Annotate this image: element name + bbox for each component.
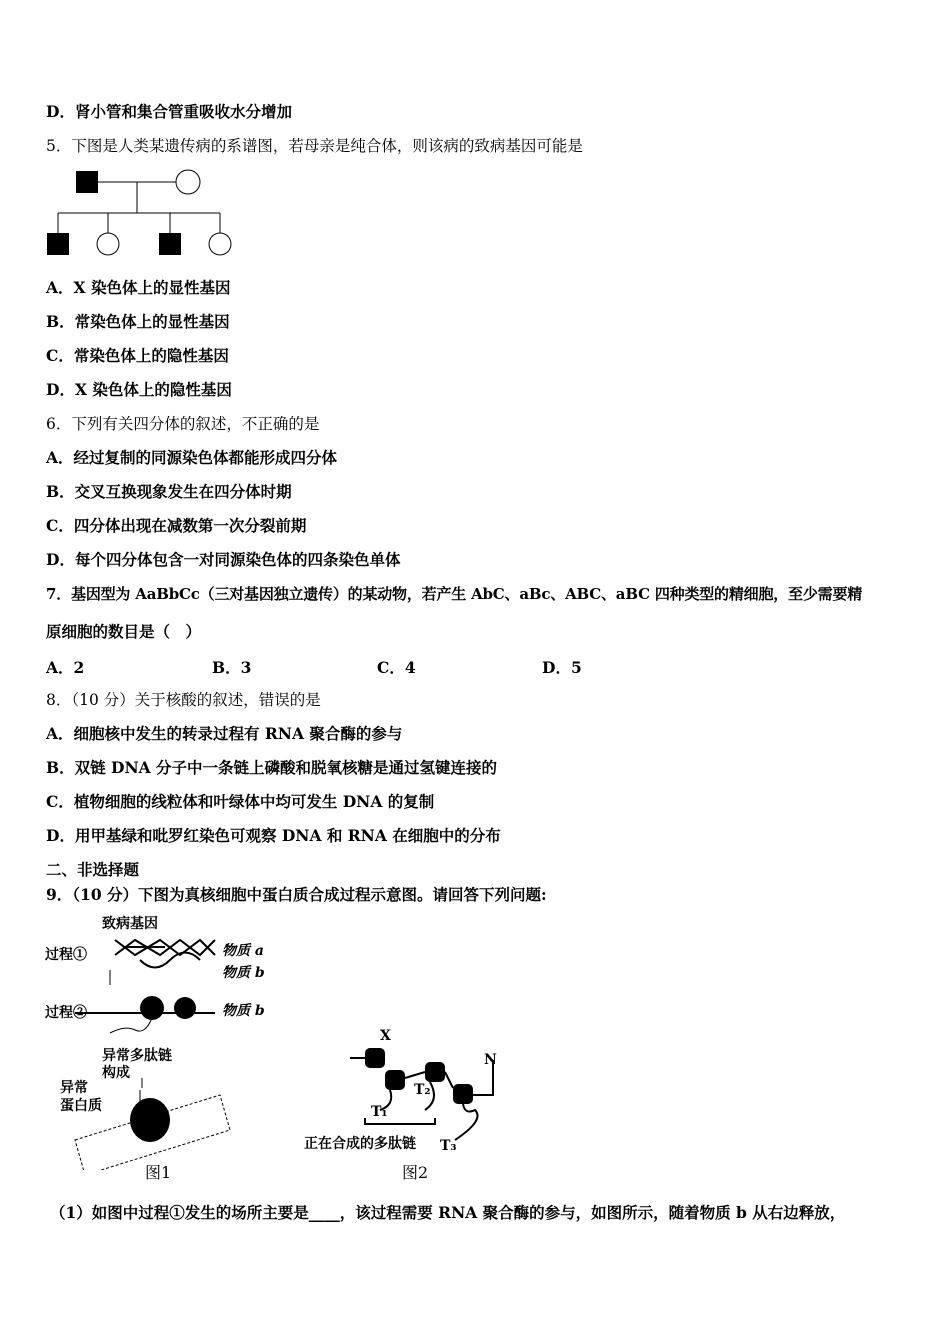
q8-option-a: A．细胞核中发生的转录过程有 RNA 聚合酶的参与 [46,724,403,743]
q6-option-c: C．四分体出现在减数第一次分裂前期 [46,516,307,535]
q7-option-c: C．4 [377,658,416,677]
fig1-sub-b-label: 物质 b [222,965,265,981]
fig1-chain-label: 异常多肽链 [102,1048,172,1064]
fig2-t2-label: T₂ [414,1082,431,1098]
section-heading: 二、非选择题 [46,860,140,879]
q8-option-d: D．用甲基绿和吡罗红染色可观察 DNA 和 RNA 在细胞中的分布 [46,826,501,845]
fig1-process1-label: 过程① [45,947,87,963]
q8-option-c: C．植物细胞的线粒体和叶绿体中均可发生 DNA 的复制 [46,792,435,811]
fig2-x-label: X [380,1028,391,1044]
fig1-caption: 图1 [145,1163,172,1182]
fig1-gene-label: 致病基因 [102,916,158,932]
fig2-chain-label: 正在合成的多肽链 [304,1136,416,1152]
q7-stem: 7．基因型为 AaBbCc（三对基因独立遗传）的某动物，若产生 AbC、aBc、ABC、aBC 四种类型的精细胞，至少需要精 [46,585,863,603]
q8-stem: 8．（10 分）关于核酸的叙述，错误的是 [46,691,321,709]
fig2-caption: 图2 [402,1163,429,1182]
figure-1-diagram [40,930,320,1170]
q7-option-b: B．3 [212,658,252,677]
q5-option-d: D．X 染色体上的隐性基因 [46,380,232,399]
fig1-sub-b2-label: 物质 b [222,1003,265,1019]
q5-stem: 5．下图是人类某遗传病的系谱图，若母亲是纯合体，则该病的致病基因可能是 [46,137,583,155]
fig2-n-label: N [484,1052,497,1068]
fig1-sub-a-label: 物质 a [222,943,264,959]
fig2-t1-label: T₁ [371,1104,388,1120]
q6-option-b: B．交叉互换现象发生在四分体时期 [46,482,292,501]
fig1-protein-label-1: 异常 [60,1080,88,1096]
q4-option-d: D．肾小管和集合管重吸收水分增加 [46,102,292,121]
q7-option-d: D．5 [542,658,582,677]
pedigree-chart [44,165,244,260]
fig2-t3-label: T₃ [440,1138,457,1154]
q9-part1: （1）如图中过程①发生的场所主要是____，该过程需要 RNA 聚合酶的参与，如图所示，随着物质 b 从右边释放， [50,1203,846,1222]
q6-option-d: D．每个四分体包含一对同源染色体的四条染色单体 [46,550,401,569]
q5-option-c: C．常染色体上的隐性基因 [46,346,229,365]
fig1-form-label: 构成 [102,1065,130,1081]
q6-option-a: A．经过复制的同源染色体都能形成四分体 [46,448,338,467]
q7-stem-cont: 原细胞的数目是（ ） [46,622,202,641]
fig1-protein-label-2: 蛋白质 [60,1098,102,1114]
q6-stem: 6．下列有关四分体的叙述，不正确的是 [46,415,320,433]
fig1-process2-label: 过程② [45,1005,87,1021]
q5-option-a: A．X 染色体上的显性基因 [46,278,231,297]
q5-option-b: B．常染色体上的显性基因 [46,312,230,331]
q8-option-b: B．双链 DNA 分子中一条链上磷酸和脱氧核糖是通过氢键连接的 [46,758,498,777]
q9-stem: 9．（10 分）下图为真核细胞中蛋白质合成过程示意图。请回答下列问题: [46,885,547,904]
q7-option-a: A．2 [46,658,85,677]
